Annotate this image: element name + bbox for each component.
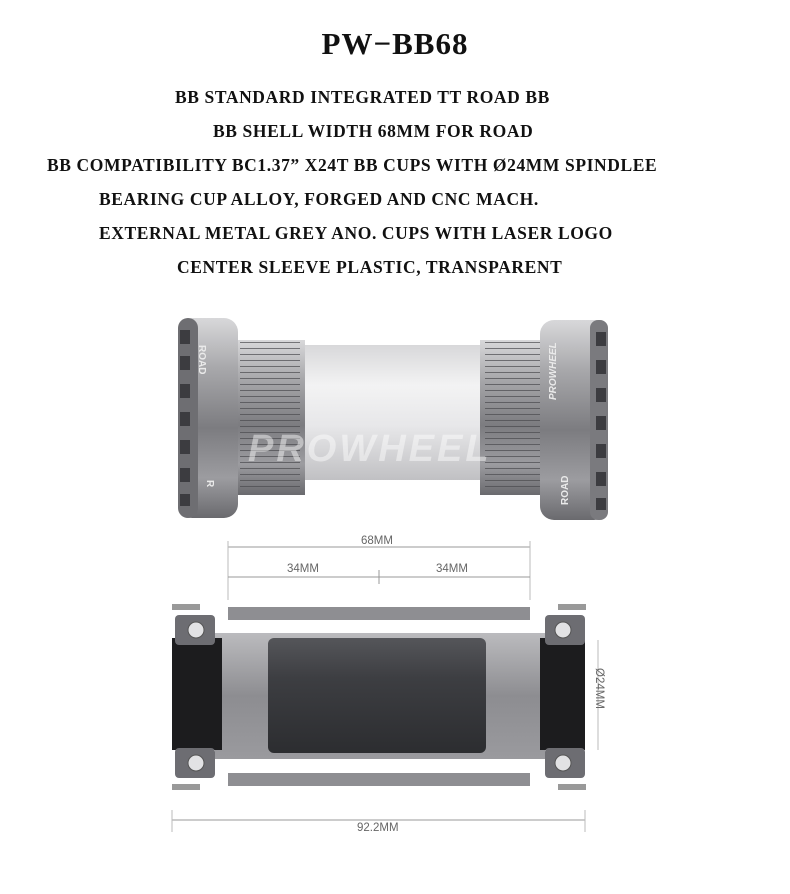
spec-bb-standard: BB STANDARD INTEGRATED TT ROAD BB <box>175 87 550 107</box>
dim-left-half: 34MM <box>287 563 319 575</box>
spec-bearing-cup: BEARING CUP ALLOY, FORGED AND CNC MACH. <box>99 189 539 209</box>
spec-shell-width: BB SHELL WIDTH 68MM FOR ROAD <box>213 121 534 141</box>
product-title: PW−BB68 <box>321 26 469 61</box>
cup-right-road-label: ROAD <box>560 475 571 505</box>
cup-left-r-label: R <box>204 480 215 488</box>
spec-external-cups: EXTERNAL METAL GREY ANO. CUPS WITH LASER LOGO <box>99 223 613 243</box>
spec-center-sleeve: CENTER SLEEVE PLASTIC, TRANSPARENT <box>177 257 563 277</box>
watermark-logo: PROWHEEL <box>248 428 492 470</box>
dim-right-half: 34MM <box>436 563 468 575</box>
bb-cross-section <box>172 541 598 832</box>
cup-right-brand-label: PROWHEEL <box>548 342 559 400</box>
dim-spindle-diameter: Ø24MM <box>593 668 605 709</box>
dim-total-width: 92.2MM <box>357 822 399 834</box>
spec-compatibility: BB COMPATIBILITY BC1.37” X24T BB CUPS WITH Ø24MM SPINDLEE <box>47 155 658 175</box>
dim-shell-width: 68MM <box>361 535 393 547</box>
bb-product-render <box>178 318 608 520</box>
cup-left-road-label: ROAD <box>196 345 207 375</box>
